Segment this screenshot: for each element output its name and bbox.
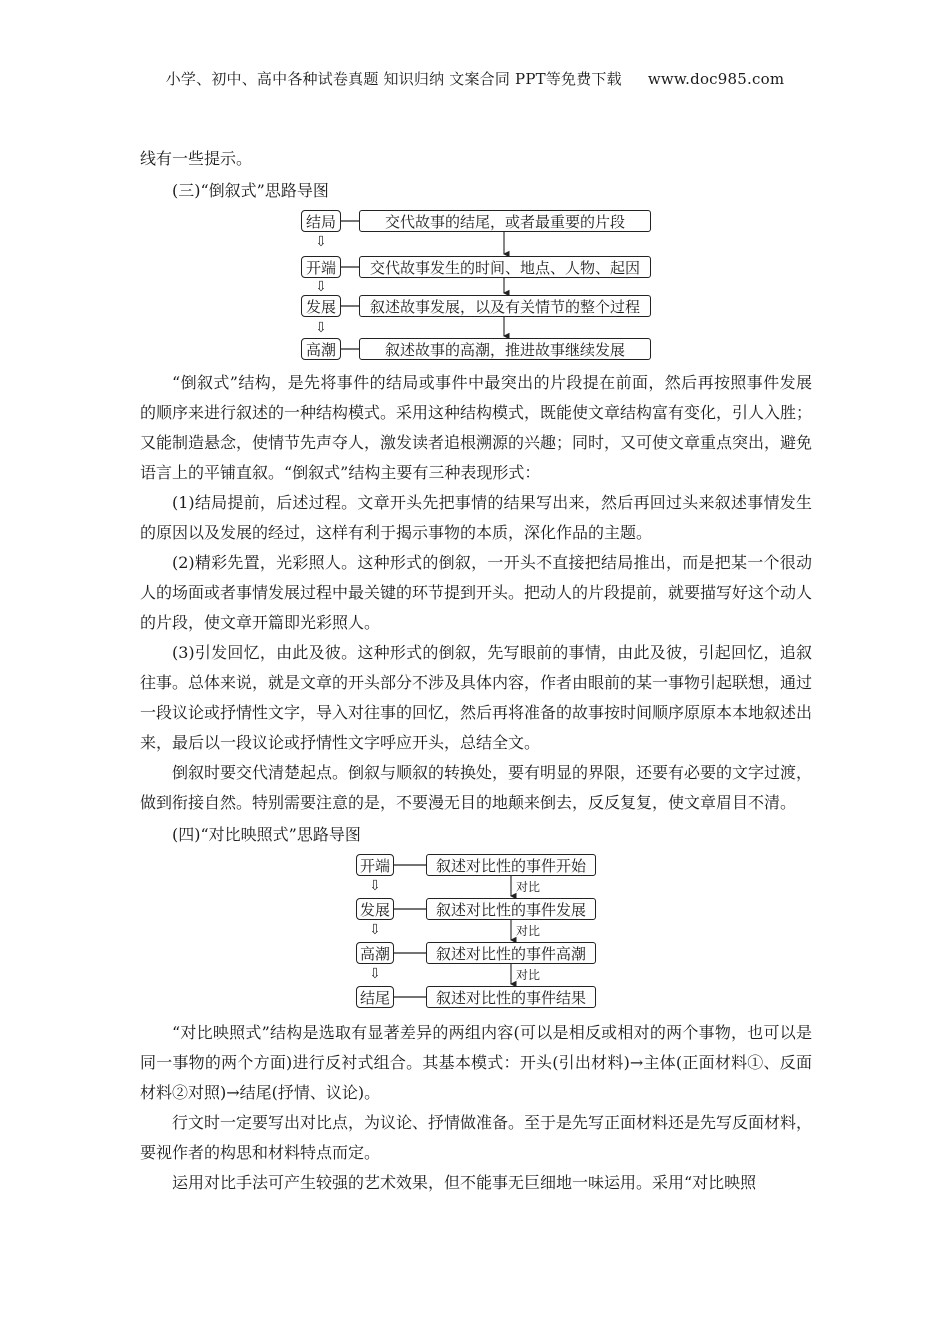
stage-desc-ending: 叙述对比性的事件结果 [426,986,596,1008]
paragraph: “对比映照式”结构是选取有显著差异的两组内容(可以是相反或相对的两个事物，也可以是同一事物的两个方面)进行反衬式组合。其基本模式：开头(引出材料)→主体(正面材料①、反面材料②对照)→结尾(抒情、议论)。 [140,1023,812,1102]
paragraph: “倒叙式”结构，是先将事件的结局或事件中最突出的片段提在前面，然后再按照事件发展的顺序来进行叙述的一种结构模式。采用这种结构模式，既能使文章结构富有变化，引人入胜；又能制造悬念，使情节先声夺人，激发读者追根溯源的兴趣；同时，又可使文章重点突出，避免语言上的平铺直叙。“倒叙式”结构主要有三种表现形式： [140,373,813,482]
section4-title: (四)“对比映照式”思路导图 [172,825,361,844]
stage-label-beginning: 开端 [356,854,394,876]
paragraph: 运用对比手法可产生较强的艺术效果，但不能事无巨细地一味运用。采用“对比映照 [172,1173,757,1192]
stage-desc-climax: 叙述故事的高潮，推进故事继续发展 [359,338,651,360]
top-fragment: 线有一些提示。 [140,149,253,168]
stage-desc-development: 叙述故事发展，以及有关情节的整个过程 [359,295,651,317]
down-arrow-icon: ⇩ [315,234,327,250]
compare-label: 对比 [516,968,541,982]
down-arrow-icon: ⇩ [369,922,381,938]
stage-desc-climax: 叙述对比性的事件高潮 [426,942,596,964]
stage-label-beginning: 开端 [301,256,341,278]
stage-desc-beginning: 交代故事发生的时间、地点、人物、起因 [359,256,651,278]
down-arrow-icon: ⇩ [315,279,327,295]
paragraph: (1)结局提前，后述过程。文章开头先把事情的结果写出来，然后再回过头来叙述事情发生的原因以及发展的经过，这样有利于揭示事物的本质，深化作品的主题。 [140,493,812,542]
document-body [140,144,812,1198]
down-arrow-icon: ⇩ [369,966,381,982]
stage-label-ending: 结尾 [356,986,394,1008]
paragraph: 倒叙时要交代清楚起点。倒叙与顺叙的转换处，要有明显的界限，还要有必要的文字过渡，做到衔接自然。特别需要注意的是，不要漫无目的地颠来倒去，反反复复，使文章眉目不清。 [140,763,813,812]
contrast-diagram [356,854,596,1010]
stage-label-development: 发展 [301,295,341,317]
stage-label-development: 发展 [356,898,394,920]
paragraph: (2)精彩先置，光彩照人。这种形式的倒叙，一开头不直接把结局推出，而是把某一个很动人的场面或者事情发展过程中最关键的环节提到开头。把动人的片段提前，就要描写好这个动人的片段，使文章开篇即光彩照人。 [140,553,813,632]
stage-label-climax: 高潮 [356,942,394,964]
compare-label: 对比 [516,880,541,894]
stage-desc-beginning: 叙述对比性的事件开始 [426,854,596,876]
stage-desc-development: 叙述对比性的事件发展 [426,898,596,920]
down-arrow-icon: ⇩ [315,320,327,336]
header-site: www.doc985.com [647,70,785,88]
page-header [0,68,950,89]
compare-label: 对比 [516,924,541,938]
flashback-diagram [301,210,651,362]
down-arrow-icon: ⇩ [369,878,381,894]
stage-desc-ending: 交代故事的结尾，或者最重要的片段 [359,210,651,232]
stage-label-climax: 高潮 [301,338,341,360]
section3-title: (三)“倒叙式”思路导图 [172,181,329,200]
stage-label-ending: 结局 [301,210,341,232]
paragraph: (3)引发回忆，由此及彼。这种形式的倒叙，先写眼前的事情，由此及彼，引起回忆，追叙往事。总体来说，就是文章的开头部分不涉及具体内容，作者由眼前的某一事物引起联想，通过一段议论或抒情性文字，导入对往事的回忆，然后再将准备的故事按时间顺序原原本本地叙述出来，最后以一段议论或抒情性文字呼应开头，总结全文。 [140,643,813,752]
paragraph: 行文时一定要写出对比点，为议论、抒情做准备。至于是先写正面材料还是先写反面材料，要视作者的构思和材料特点而定。 [140,1113,813,1162]
header-text: 小学、初中、高中各种试卷真题 知识归纳 文案合同 PPT等免费下载 [165,70,622,88]
